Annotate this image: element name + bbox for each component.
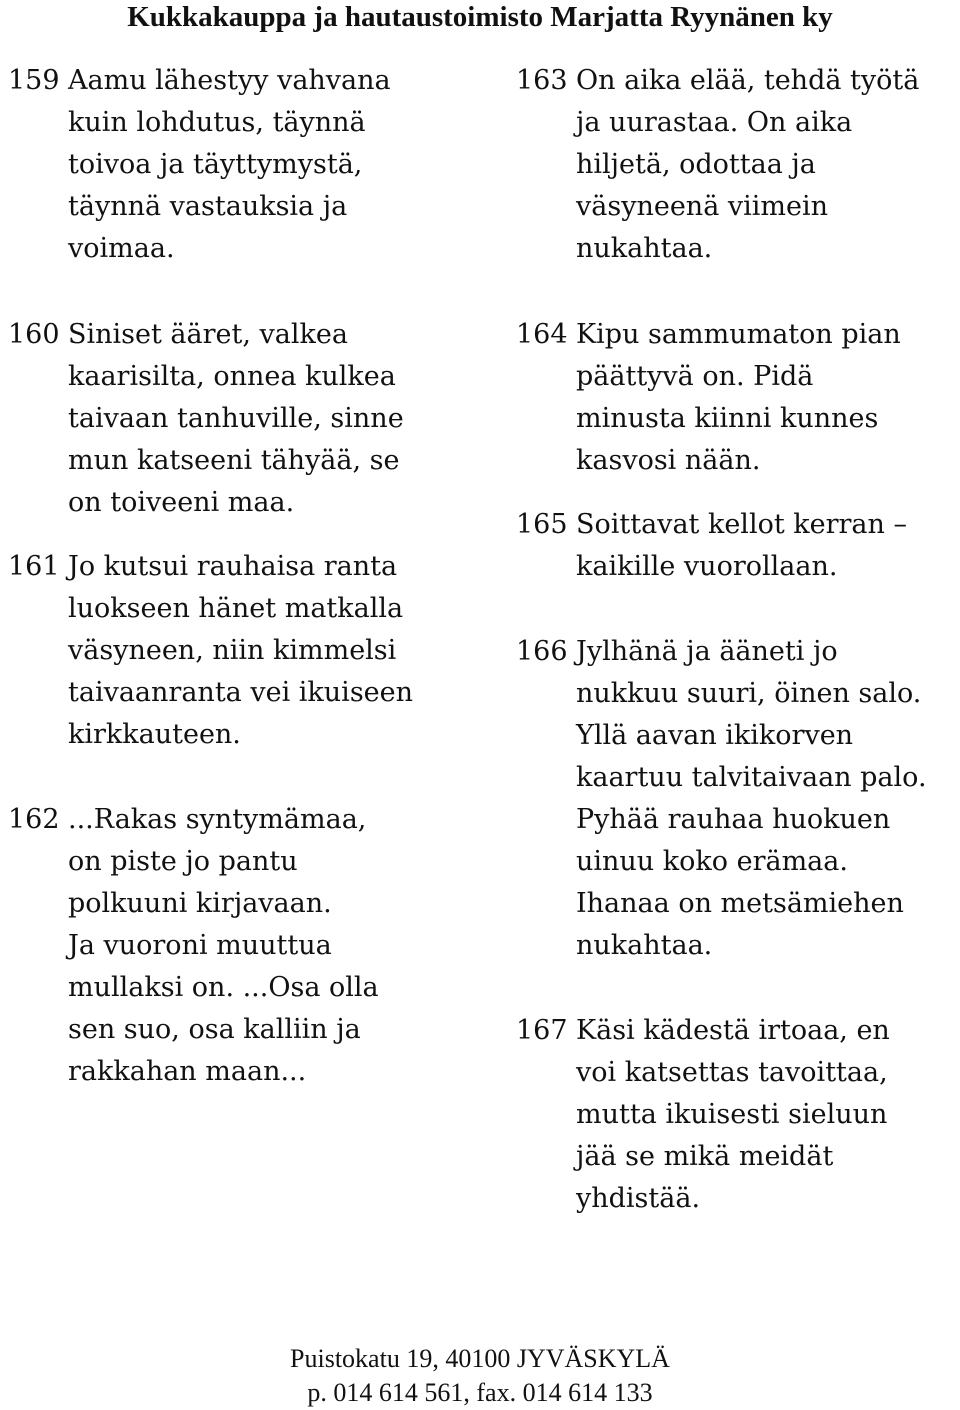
verse-block xyxy=(516,314,956,482)
verse-line: nukkuu suuri, öinen salo. xyxy=(576,678,922,709)
verse-line: Ja vuoroni muuttua xyxy=(68,930,332,961)
verse-text xyxy=(576,314,956,482)
verse-line: ja uurastaa. On aika xyxy=(576,107,853,138)
page-header xyxy=(0,0,960,34)
page-title: Kukkakauppa ja hautaustoimisto Marjatta Ryynänen ky xyxy=(127,1,833,33)
right-verse-column xyxy=(516,60,956,1220)
verse-text xyxy=(576,504,956,588)
verse-line: on piste jo pantu xyxy=(68,846,298,877)
verse-line: väsyneenä viimein xyxy=(576,191,829,222)
verse-line: kasvosi nään. xyxy=(576,445,761,476)
verse-line: Aamu lähestyy vahvana xyxy=(68,65,391,96)
verse-line: kaarisilta, onnea kulkea xyxy=(68,361,396,392)
verse-block xyxy=(8,546,448,756)
verse-line: mun katseeni tähyää, se xyxy=(68,445,400,476)
verse-block xyxy=(516,504,956,588)
verse-line: kuin lohdutus, täynnä xyxy=(68,107,366,138)
verse-line: minusta kiinni kunnes xyxy=(576,403,879,434)
verse-number: 164 xyxy=(516,319,568,350)
verse-text xyxy=(68,314,448,524)
verse-line: kirkkauteen. xyxy=(68,719,241,750)
verse-line: luokseen hänet matkalla xyxy=(68,593,404,624)
verse-line: taivaanranta vei ikuiseen xyxy=(68,677,414,708)
verse-line: toivoa ja täyttymystä, xyxy=(68,149,363,180)
verse-line: mullaksi on. ...Osa olla xyxy=(68,972,379,1003)
verse-line: Ihanaa on metsämiehen xyxy=(576,888,904,919)
verse-number: 162 xyxy=(8,804,60,835)
verse-text xyxy=(576,60,956,270)
verse-number: 166 xyxy=(516,636,568,667)
verse-line: Jylhänä ja ääneti jo xyxy=(576,636,838,667)
verse-number: 163 xyxy=(516,65,568,96)
verse-line: rakkahan maan... xyxy=(68,1056,307,1087)
left-verse-column xyxy=(8,60,448,1093)
verse-line: kaartuu talvitaivaan palo. xyxy=(576,762,927,793)
verse-line: taivaan tanhuville, sinne xyxy=(68,403,404,434)
verse-number: 159 xyxy=(8,65,60,96)
verse-block xyxy=(8,60,448,270)
verse-text xyxy=(576,1010,956,1220)
verse-line: Käsi kädestä irtoaa, en xyxy=(576,1015,890,1046)
verse-line: Siniset ääret, valkea xyxy=(68,319,348,350)
verse-block xyxy=(516,1010,956,1220)
verse-line: väsyneen, niin kimmelsi xyxy=(68,635,397,666)
verse-line: voimaa. xyxy=(68,233,175,264)
verse-line: päättyvä on. Pidä xyxy=(576,361,814,392)
footer-address: Puistokatu 19, 40100 JYVÄSKYLÄ xyxy=(290,1344,670,1373)
verse-line: sen suo, osa kalliin ja xyxy=(68,1014,361,1045)
verse-line: täynnä vastauksia ja xyxy=(68,191,348,222)
verse-number: 161 xyxy=(8,551,60,582)
verse-block xyxy=(516,631,956,967)
verse-line: yhdistää. xyxy=(576,1183,701,1214)
verse-line: polkuuni kirjavaan. xyxy=(68,888,332,919)
verse-line: hiljetä, odottaa ja xyxy=(576,149,816,180)
verse-line: nukahtaa. xyxy=(576,930,713,961)
verse-line: kaikille vuorollaan. xyxy=(576,551,838,582)
verse-block xyxy=(8,314,448,524)
verse-text xyxy=(68,546,448,756)
verse-number: 167 xyxy=(516,1015,568,1046)
verse-line: ...Rakas syntymämaa, xyxy=(68,804,367,835)
verse-number: 165 xyxy=(516,509,568,540)
verse-number: 160 xyxy=(8,319,60,350)
page-footer xyxy=(0,1342,960,1410)
verse-block xyxy=(516,60,956,270)
verse-line: Jo kutsui rauhaisa ranta xyxy=(68,551,398,582)
verse-line: uinuu koko erämaa. xyxy=(576,846,848,877)
verse-line: Kipu sammumaton pian xyxy=(576,319,901,350)
verse-line: On aika elää, tehdä työtä xyxy=(576,65,920,96)
verse-line: nukahtaa. xyxy=(576,233,713,264)
verse-line: mutta ikuisesti sieluun xyxy=(576,1099,888,1130)
verse-line: Soittavat kellot kerran – xyxy=(576,509,907,540)
verse-line: voi katsettas tavoittaa, xyxy=(576,1057,888,1088)
verse-text xyxy=(68,799,448,1093)
verse-line: Yllä aavan ikikorven xyxy=(576,720,854,751)
verse-line: Pyhää rauhaa huokuen xyxy=(576,804,891,835)
verse-block xyxy=(8,799,448,1093)
verse-text xyxy=(576,631,956,967)
verse-text xyxy=(68,60,448,270)
verse-line: on toiveeni maa. xyxy=(68,487,295,518)
verse-line: jää se mikä meidät xyxy=(576,1141,834,1172)
footer-phone: p. 014 614 561, fax. 014 614 133 xyxy=(307,1378,653,1407)
